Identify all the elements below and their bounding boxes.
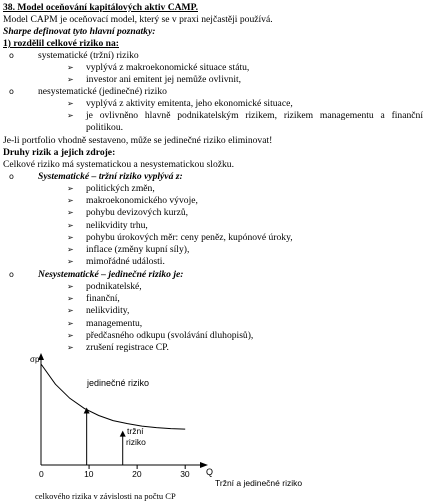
page-title: 38. Model oceňování kapitálových aktiv CAMP. — [3, 2, 198, 13]
unsystematic-item-continued: politikou. — [86, 122, 124, 133]
specific-risk-item: managementu, — [86, 317, 143, 329]
types-intro: Celkové riziko má systematickou a nesystematickou složku. — [3, 159, 234, 170]
arrow-bullet-icon: ➢ — [67, 63, 74, 72]
specific-risk-item: podnikatelské, — [86, 281, 142, 292]
specific-risk-item: nelikvidity, — [86, 305, 130, 317]
circle-bullet-icon: o — [9, 270, 14, 279]
arrow-bullet-icon: ➢ — [67, 232, 74, 242]
market-risk-item: mimořádné události. — [86, 256, 165, 268]
arrow-bullet-icon: ➢ — [67, 282, 74, 291]
arrow-bullet-icon: ➢ — [67, 306, 74, 316]
unsystematic-label: nesystematické (jedinečné) riziko — [38, 86, 167, 97]
specific-risk-arrow-head-icon — [120, 431, 126, 437]
circle-bullet-icon: o — [9, 172, 14, 181]
section1-heading: 1) rozdělil celkové riziko na: — [3, 38, 119, 49]
systematic-item: investor ani emitent jej nemůže ovlivnit, — [86, 74, 242, 85]
arrow-bullet-icon: ➢ — [67, 318, 74, 328]
annotation-specific-risk: jedinečné riziko — [87, 378, 150, 388]
total-risk-curve — [41, 364, 185, 429]
market-risk-heading: Systematické – tržní riziko vyplývá z: — [38, 171, 183, 182]
annotation-market-risk: riziko — [126, 437, 146, 447]
systematic-item: vyplývá z makroekonomické situace státu, — [86, 62, 250, 73]
cutoff-caption: celkového rizika v závislosti na počtu CP — [35, 491, 176, 501]
systematic-label: systematické (tržní) riziko — [38, 50, 139, 61]
arrow-bullet-icon: ➢ — [67, 343, 74, 352]
arrow-bullet-icon: ➢ — [67, 196, 74, 206]
arrow-bullet-icon: ➢ — [67, 184, 74, 193]
specific-risk-item: předčasného odkupu (svolávání dluhopisů), — [86, 329, 254, 341]
unsystematic-item: vyplývá z aktivity emitenta, jeho ekonomické situace, — [86, 98, 293, 109]
arrow-bullet-icon: ➢ — [67, 220, 74, 230]
intro-text: Model CAPM je oceňovací model, který se v praxi nejčastěji používá. — [3, 14, 273, 25]
x-tick-label: 30 — [180, 469, 190, 479]
market-risk-item: makroekonomického vývoje, — [86, 195, 198, 207]
arrow-bullet-icon: ➢ — [67, 294, 74, 304]
arrow-bullet-icon: ➢ — [67, 257, 74, 267]
specific-risk-item: zrušení registrace CP. — [86, 342, 169, 353]
y-axis-label: σp — [30, 355, 40, 364]
circle-bullet-icon: o — [9, 51, 14, 60]
arrow-bullet-icon: ➢ — [67, 208, 74, 218]
market-risk-item: inflace (změny kupní síly), — [86, 244, 190, 255]
arrow-bullet-icon: ➢ — [67, 330, 74, 340]
arrow-bullet-icon: ➢ — [67, 111, 74, 120]
x-axis-label: Q — [206, 467, 214, 477]
market-risk-item: pohybu úrokových měr: ceny peněz, kupónové úroky, — [86, 231, 293, 243]
market-risk-item: nelikvidity trhu, — [86, 219, 148, 231]
arrow-bullet-icon: ➢ — [67, 99, 74, 108]
portfolio-note: Je-li portfolio vhodně sestaveno, může se jedinečné riziko eliminovat! — [3, 135, 273, 146]
specific-risk-item: finanční, — [86, 293, 120, 305]
market-risk-item: politických změn, — [86, 183, 155, 194]
specific-risk-heading: Nesystematické – jedinečné riziko je: — [38, 269, 184, 280]
market-risk-item: pohybu devizových kurzů, — [86, 207, 189, 219]
unsystematic-item: je ovlivněno hlavně podnikatelským rizikem, rizikem managementu a finanční — [86, 110, 423, 121]
chart-caption: Tržní a jedinečné riziko — [215, 478, 303, 488]
arrow-bullet-icon: ➢ — [67, 75, 74, 84]
x-tick-label: 0 — [39, 469, 44, 479]
annotation-market-label: tržní — [127, 426, 144, 436]
circle-bullet-icon: o — [9, 87, 14, 96]
arrow-bullet-icon: ➢ — [67, 245, 74, 254]
x-tick-label: 20 — [132, 469, 142, 479]
sharpe-heading: Sharpe definovat tyto hlavní poznatky: — [3, 26, 156, 37]
types-heading: Druhy rizik a jejich zdroje: — [3, 147, 116, 158]
risk-chart — [0, 350, 430, 495]
x-tick-label: 10 — [84, 469, 94, 479]
